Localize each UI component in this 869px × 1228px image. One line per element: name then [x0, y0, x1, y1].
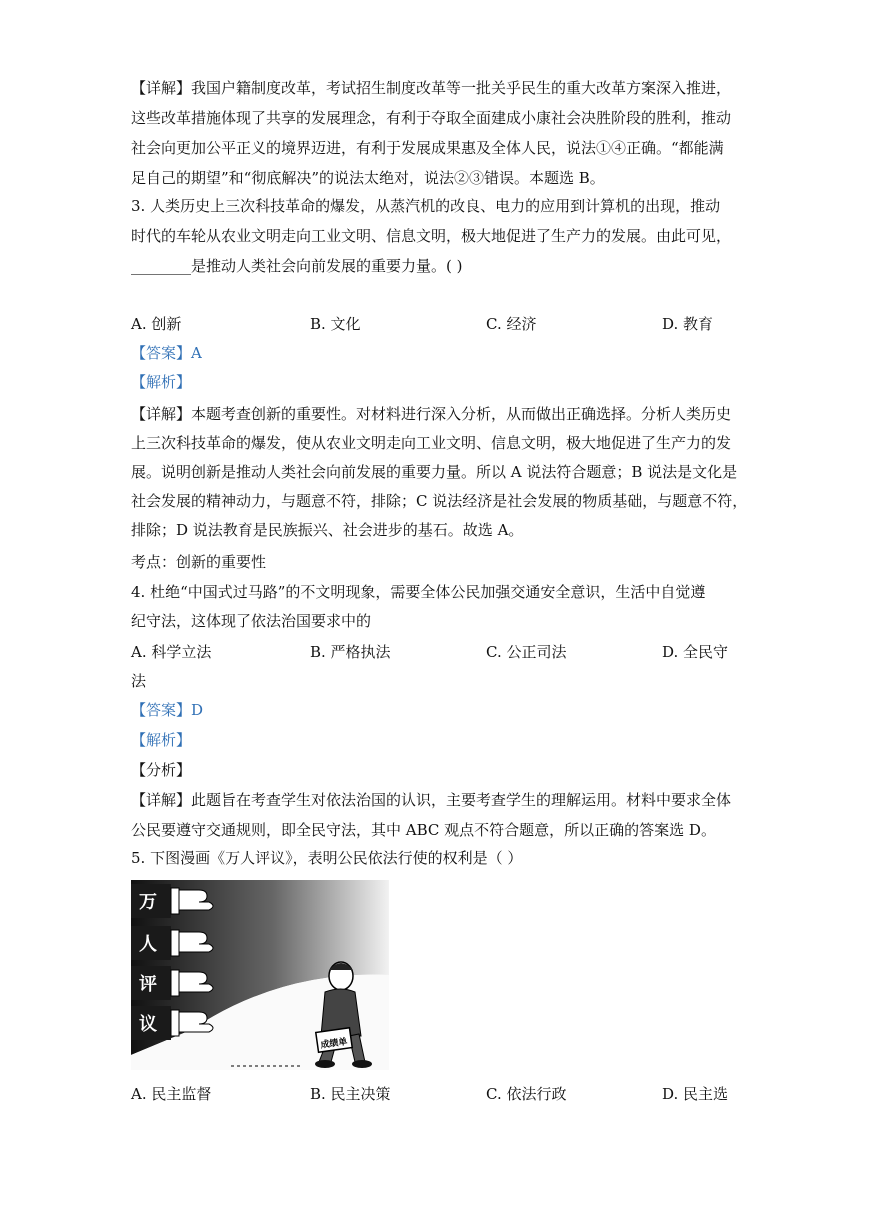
detail-line: 这些改革措施体现了共享的发展理念，有利于夺取全面建成小康社会决胜阶段的胜利，推动: [131, 109, 732, 127]
cartoon-image: [131, 880, 389, 1070]
q4-answer: 【答案】D: [131, 701, 204, 719]
cartoon-char: 万: [139, 892, 157, 913]
cartoon-char: 议: [139, 1014, 157, 1035]
q5-option-a: A. 民主监督: [131, 1085, 212, 1103]
q5-option-b: B. 民主决策: [310, 1085, 391, 1103]
q3-analysis-label: 【解析】: [131, 373, 192, 391]
q4-detail-line: 【详解】此题旨在考查学生对依法治国的认识，主要考查学生的理解运用。材料中要求全体: [131, 791, 732, 809]
q4-option-c: C. 公正司法: [486, 643, 567, 661]
q4-option-b: B. 严格执法: [310, 643, 391, 661]
question-4-stem: 纪守法，这体现了依法治国要求中的: [131, 612, 372, 630]
question-3-stem: 3. 人类历史上三次科技革命的爆发，从蒸汽机的改良、电力的应用到计算机的出现，推动: [131, 197, 721, 215]
q5-option-c: C. 依法行政: [486, 1085, 567, 1103]
q3-option-d: D. 教育: [662, 315, 714, 333]
question-3-stem: ________是推动人类社会向前发展的重要力量。( ): [131, 257, 463, 275]
q3-option-c: C. 经济: [486, 315, 537, 333]
q5-option-d: D. 民主选: [662, 1085, 729, 1103]
q3-topic: 考点：创新的重要性: [131, 553, 267, 571]
q3-answer: 【答案】A: [131, 344, 202, 362]
question-3-stem: 时代的车轮从农业文明走向工业文明、信息文明，极大地促进了生产力的发展。由此可见，: [131, 227, 732, 245]
q3-option-b: B. 文化: [310, 315, 361, 333]
report-card-label: 成绩单: [319, 1037, 349, 1051]
detail-line: 足自己的期望”和“彻底解决”的说法太绝对，说法②③错误。本题选 B。: [131, 169, 605, 187]
q3-option-a: A. 创新: [131, 315, 182, 333]
q4-option-d: D. 全民守: [662, 643, 729, 661]
question-5-stem: 5. 下图漫画《万人评议》，表明公民依法行使的权利是（ ）: [131, 849, 523, 867]
cartoon-char: 人: [139, 934, 157, 955]
q3-detail-line: 上三次科技革命的爆发，使从农业文明走向工业文明、信息文明，极大地促进了生产力的发: [131, 434, 732, 452]
q4-fenxi-label: 【分析】: [131, 761, 192, 779]
q3-detail-line: 【详解】本题考查创新的重要性。对材料进行深入分析，从而做出正确选择。分析人类历史: [131, 405, 732, 423]
q4-detail-line: 公民要遵守交通规则，即全民守法，其中 ABC 观点不符合题意，所以正确的答案选 D。: [131, 821, 716, 839]
detail-line: 【详解】我国户籍制度改革，考试招生制度改革等一批关乎民生的重大改革方案深入推进，: [131, 79, 732, 97]
question-4-stem: 4. 杜绝“中国式过马路”的不文明现象，需要全体公民加强交通安全意识，生活中自觉遵: [131, 583, 706, 601]
q4-analysis-label: 【解析】: [131, 731, 192, 749]
detail-line: 社会向更加公平正义的境界迈进，有利于发展成果惠及全体人民，说法①④正确。“都能满: [131, 139, 724, 157]
q3-detail-line: 社会发展的精神动力，与题意不符，排除；C 说法经济是社会发展的物质基础，与题意不符，: [131, 492, 748, 510]
q3-detail-line: 展。说明创新是推动人类社会向前发展的重要力量。所以 A 说法符合题意；B 说法是文化是: [131, 463, 738, 481]
q4-option-a: A. 科学立法: [131, 643, 212, 661]
q3-detail-line: 排除；D 说法教育是民族振兴、社会进步的基石。故选 A。: [131, 521, 524, 539]
cartoon-char: 评: [139, 974, 157, 995]
q4-option-wrap: 法: [131, 672, 147, 690]
